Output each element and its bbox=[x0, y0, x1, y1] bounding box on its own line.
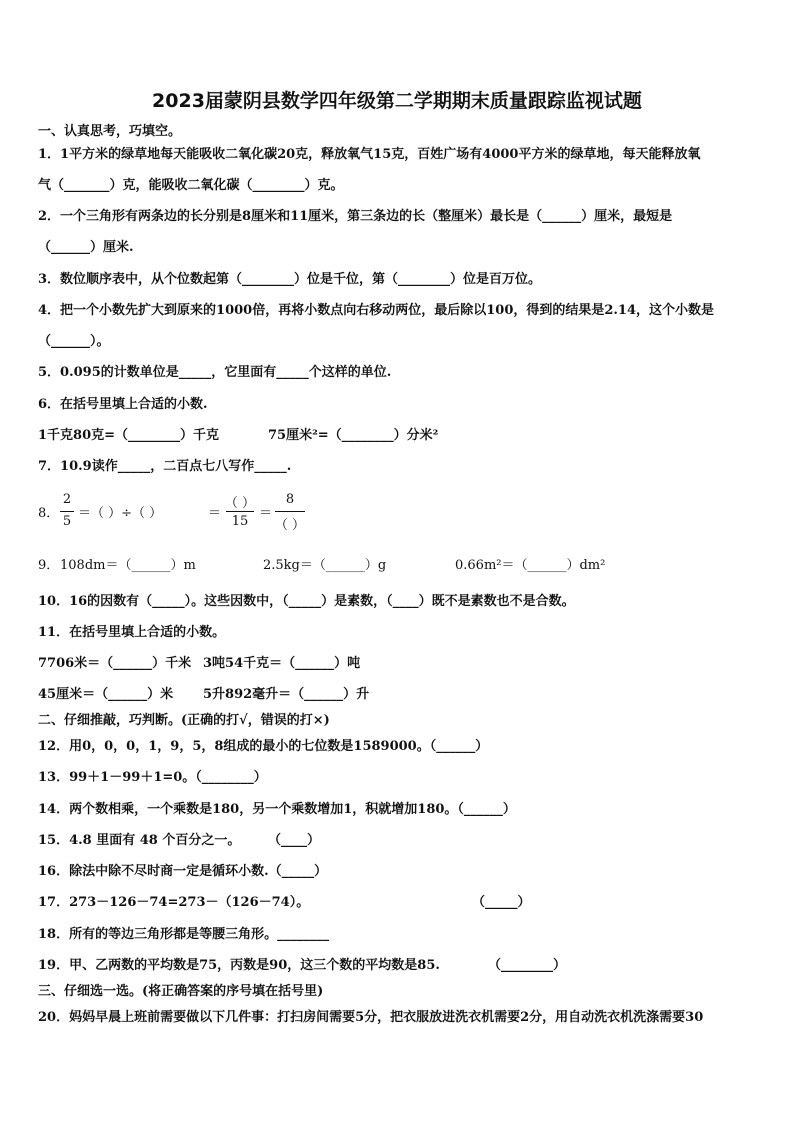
fraction-2-denominator: 15 bbox=[231, 514, 249, 529]
page-title: 2023届蒙阴县数学四年级第二学期期末质量跟踪监视试题 bbox=[152, 90, 642, 112]
fraction-1-numerator: 2 bbox=[62, 492, 72, 507]
question-18: 18．所有的等边三角形都是等腰三角形。________ bbox=[38, 927, 330, 942]
fraction-2-bar bbox=[226, 511, 254, 512]
fraction-1-denominator: 5 bbox=[62, 514, 72, 529]
section-2-heading: 二、仔细推敲，巧判断。(正确的打√，错误的打×) bbox=[38, 713, 330, 728]
question-4-line-2: （______）。 bbox=[38, 334, 110, 349]
question-9-number: 9． bbox=[38, 558, 60, 573]
question-19: 19．甲、乙两数的平均数是75，丙数是90，这三个数的平均数是85. bbox=[38, 958, 440, 973]
fraction-1-bar bbox=[60, 511, 74, 512]
question-6-part-b: 75厘米²=（________）分米² bbox=[268, 428, 439, 443]
question-9-part-b: 2.5kg＝（______）g bbox=[263, 558, 387, 573]
question-15: 15．4.8 里面有 48 个百分之一。 bbox=[38, 833, 241, 848]
fraction-3-numerator: 8 bbox=[285, 492, 295, 507]
question-1-line-1: 1．1平方米的绿草地每天能吸收二氧化碳20克，释放氧气15克，百姓广场有4000平方米的绿草地，每天能释放氧 bbox=[38, 147, 701, 162]
question-11-part-b: 3吨54千克＝（______）吨 bbox=[203, 656, 361, 671]
question-11-part-c: 45厘米＝（______）米 bbox=[38, 687, 174, 702]
question-16: 16．除法中除不尽时商一定是循环小数.（_____） bbox=[38, 864, 328, 879]
section-1-heading: 一、认真思考，巧填空。 bbox=[38, 124, 182, 139]
question-11: 11．在括号里填上合适的小数。 bbox=[38, 625, 226, 640]
fraction-3-denominator: （ ） bbox=[274, 518, 306, 533]
question-11-part-d: 5升892毫升＝（______）升 bbox=[203, 687, 370, 702]
question-6-part-a: 1千克80克=（________）千克 bbox=[38, 428, 220, 443]
question-9-part-a: 108dm＝（______）m bbox=[60, 558, 196, 573]
question-6: 6．在括号里填上合适的小数. bbox=[38, 397, 208, 412]
question-2-line-2: （______）厘米. bbox=[38, 240, 134, 255]
question-8-division: ＝（ ）÷（ ） bbox=[78, 506, 163, 521]
question-3: 3．数位顺序表中，从个位数起第（________）位是千位，第（________）位是百万位。 bbox=[38, 272, 542, 287]
fraction-2-numerator: （ ） bbox=[224, 496, 256, 511]
question-13: 13．99＋1－99＋1=0。（________） bbox=[38, 770, 267, 785]
question-10: 10．16的因数有（_____）。这些因数中，（_____）是素数，（____）既不是素数也不是合数。 bbox=[38, 594, 575, 609]
section-3-heading: 三、仔细选一选。(将正确答案的序号填在括号里) bbox=[38, 984, 324, 999]
question-1-line-2: 气（_______）克，能吸收二氧化碳（________）克。 bbox=[38, 178, 344, 193]
question-20: 20．妈妈早晨上班前需要做以下几件事：打扫房间需要5分，把衣服放进洗衣机需要2分，用自动洗衣机洗涤需要30 bbox=[38, 1010, 704, 1025]
question-17-answer: （_____） bbox=[472, 895, 531, 910]
fraction-3-bar bbox=[275, 511, 305, 512]
question-9-part-c: 0.66m²＝（______）dm² bbox=[455, 558, 606, 573]
question-19-answer: （________） bbox=[488, 958, 567, 973]
question-8-number: 8． bbox=[38, 506, 60, 521]
question-5: 5．0.095的计数单位是_____，它里面有_____个这样的单位. bbox=[38, 365, 392, 380]
question-2-line-1: 2．一个三角形有两条边的长分别是8厘米和11厘米，第三条边的长（整厘米）最长是（______）厘米，最短是 bbox=[38, 209, 673, 224]
question-14: 14．两个数相乘，一个乘数是180，另一个乘数增加1，积就增加180。（______） bbox=[38, 802, 516, 817]
question-15-answer: （____） bbox=[268, 833, 321, 848]
question-11-part-a: 7706米＝（______）千米 bbox=[38, 656, 192, 671]
question-8-equals-3: ＝ bbox=[259, 506, 273, 521]
question-17: 17．273－126－74=273－（126－74）。 bbox=[38, 895, 310, 910]
question-7: 7．10.9读作_____，二百点七八写作_____. bbox=[38, 459, 292, 474]
question-8-equals-2: ＝ bbox=[208, 506, 222, 521]
question-12: 12．用0，0，0，1，9，5，8组成的最小的七位数是1589000。（______） bbox=[38, 739, 489, 754]
question-4-line-1: 4．把一个小数先扩大到原来的1000倍，再将小数点向右移动两位，最后除以100，得到的结果是2.14，这个小数是 bbox=[38, 303, 715, 318]
